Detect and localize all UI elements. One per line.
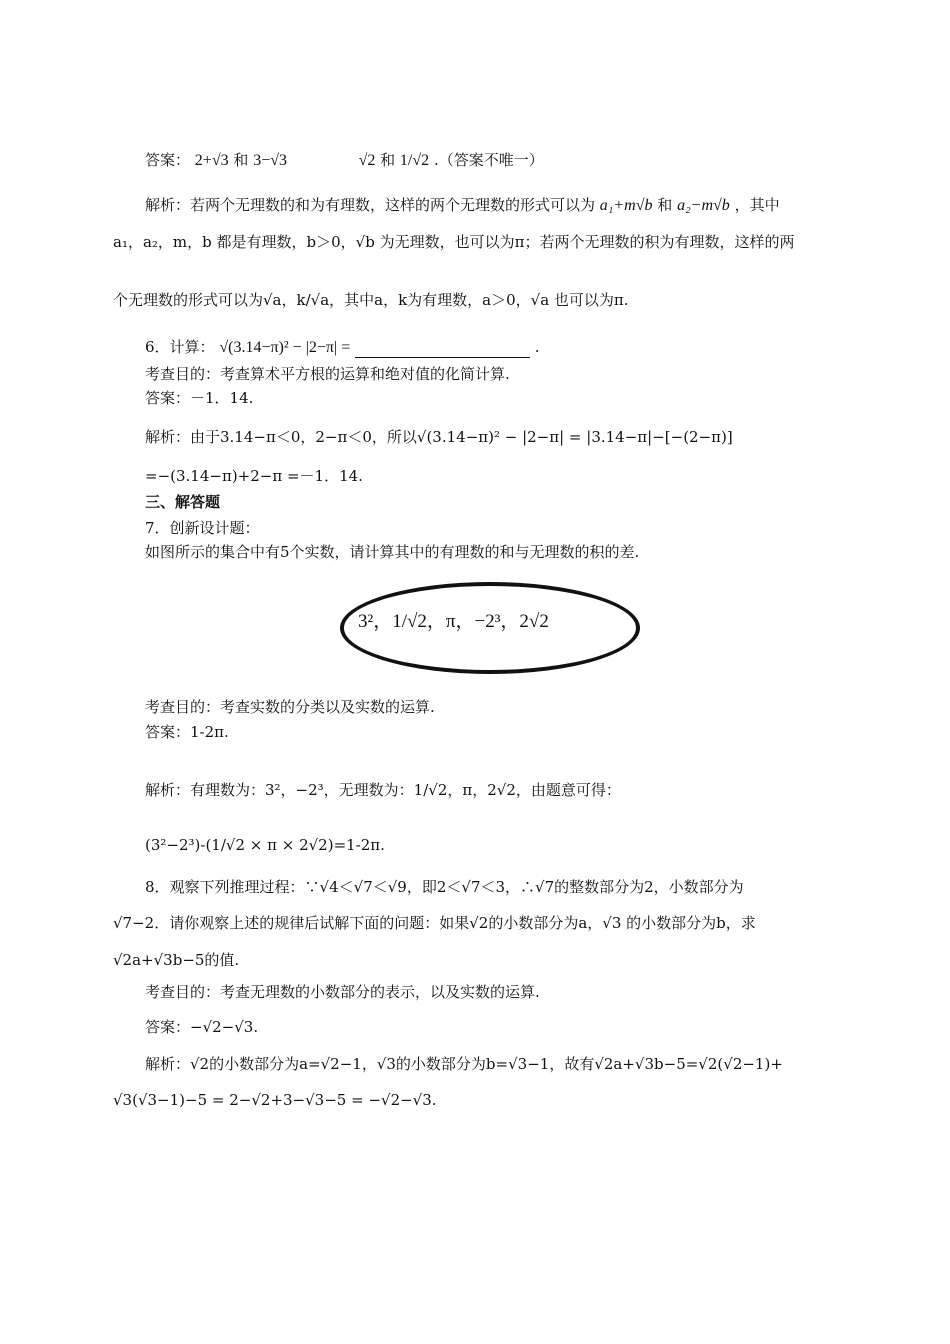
q8-line-3: √2a+√3b−5的值. — [113, 951, 240, 969]
analysis-5-expr-1: a₁+m√b — [599, 197, 653, 214]
q6-expr: √(3.14−π)² − |2−π| = — [219, 339, 351, 356]
q8-line-1: 8．观察下列推理过程：∵√4＜√7＜√9，即2＜√7＜3，∴√7的整数部分为2，小数部分为 — [145, 878, 744, 896]
answer-pair-2b: 1/√2 — [399, 152, 430, 169]
analysis-5-line-2: a₁，a₂，m，b 都是有理数，b＞0，√b 为无理数，也可以为π；若两个无理数的积为有理数，这样的两 — [113, 233, 795, 251]
analysis-5-tail: ，其中 — [734, 196, 780, 214]
answer-note: .（答案不唯一） — [433, 151, 544, 169]
q8-answer: 答案：−√2−√3. — [145, 1018, 259, 1036]
answer-pair-2a: √2 — [358, 152, 376, 169]
q7-purpose: 考查目的：考查实数的分类以及实数的运算. — [145, 698, 435, 716]
q6-answer: 答案：－1．14. — [145, 389, 254, 407]
q6-label: 6．计算： — [145, 338, 215, 356]
answer-pair-1b: 3−√3 — [253, 152, 287, 169]
q7-text: 如图所示的集合中有5个实数，请计算其中的有理数的和与无理数的积的差. — [145, 543, 640, 561]
q7-label: 7．创新设计题： — [145, 519, 260, 537]
set-figure — [340, 582, 640, 676]
answer-label: 答案： — [145, 151, 191, 169]
q8-analysis-line-2: √3(√3−1)−5 = 2−√2+3−√3−5 = −√2−√3. — [113, 1091, 437, 1109]
answer-and-2: 和 — [380, 151, 396, 169]
q6-analysis-line-2: =−(3.14−π)+2−π =－1．14. — [145, 467, 363, 485]
analysis-5-line-3: 个无理数的形式可以为√a，k/√a，其中a，k为有理数，a＞0，√a 也可以为π. — [113, 291, 629, 309]
question-6 — [145, 337, 540, 358]
answer-and-1: 和 — [233, 151, 249, 169]
q6-analysis-line-1: 解析：由于3.14−π＜0，2−π＜0，所以√(3.14−π)² − |2−π| = |3.14−π|−[−(2−π)] — [145, 428, 733, 446]
q7-answer: 答案：1-2π. — [145, 723, 229, 741]
analysis-5-text-1: 解析：若两个无理数的和为有理数，这样的两个无理数的形式可以为 — [145, 196, 596, 214]
q6-end: . — [534, 338, 540, 356]
analysis-5-and: 和 — [657, 196, 673, 214]
q8-line-2: √7−2．请你观察上述的规律后试解下面的问题：如果√2的小数部分为a，√3 的小数部分为b，求 — [113, 914, 756, 932]
q7-analysis-line-2: (3²−2³)-(1/√2 × π × 2√2)=1-2π. — [145, 836, 385, 854]
set-contents: 3²，1/√2，π，−2³，2√2 — [358, 611, 549, 632]
answer-5-line — [145, 150, 544, 171]
section-3-heading: 三、解答题 — [145, 493, 221, 511]
answer-pair-1a: 2+√3 — [194, 152, 229, 169]
q8-purpose: 考查目的：考查无理数的小数部分的表示，以及实数的运算. — [145, 983, 540, 1001]
analysis-5-line-1 — [145, 195, 780, 216]
q7-analysis-line-1: 解析：有理数为：3²，−2³，无理数为：1/√2，π，2√2，由题意可得： — [145, 781, 621, 799]
q6-purpose: 考查目的：考查算术平方根的运算和绝对值的化简计算. — [145, 365, 510, 383]
q8-analysis-line-1: 解析：√2的小数部分为a=√2−1，√3的小数部分为b=√3−1，故有√2a+√3b−5=√2(√2−1)+ — [145, 1055, 783, 1073]
q6-answer-blank — [355, 343, 530, 358]
analysis-5-expr-2: a₂−m√b — [677, 197, 730, 214]
